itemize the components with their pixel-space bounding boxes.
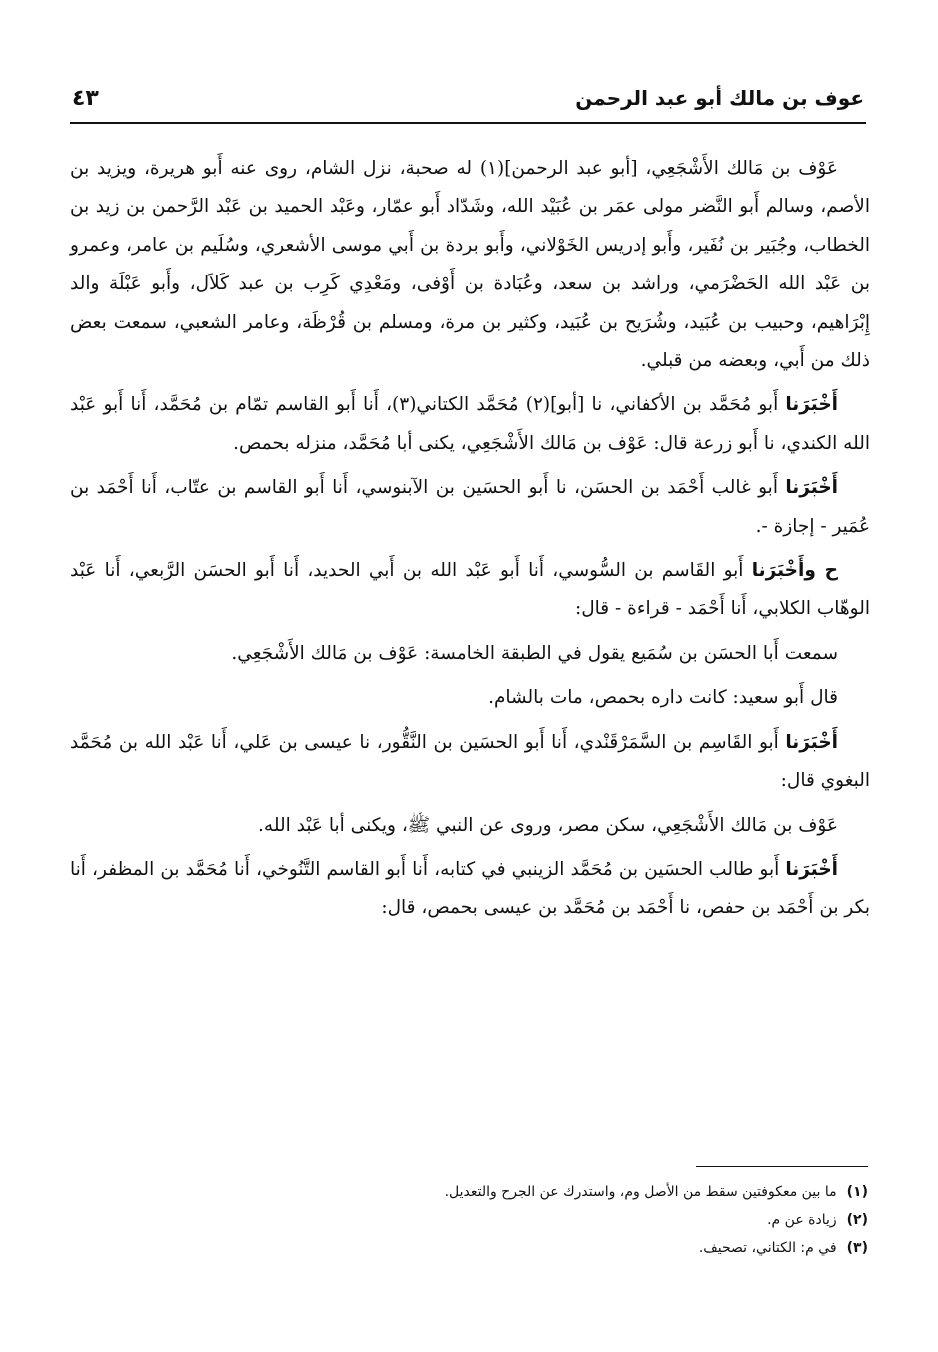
page-number: ٤٣ [72,86,99,111]
paragraph-text: عَوْف بن مَالك الأَشْجَعِي، سكن مصر، وروى عن النبي ﷺ، ويكنى أبا عَبْد الله. [258,814,838,836]
paragraph-lead: أَخْبَرَنا [785,477,838,499]
paragraph [70,635,870,673]
paragraph [70,469,870,546]
paragraph [70,807,870,845]
footnote [200,1234,868,1262]
paragraph-text: عَوْف بن مَالك الأَشْجَعِي، [أبو عبد الرحمن](١) له صحبة، نزل الشام، روى عنه أَبو هريرة، ويزيد بن الأصم، وسالم أَبو النَّضر مولى عمَر بن عُبَيْد الله، وشَدّاد أَبو عمّار، وعَبْد الحميد بن عَبْد الرَّحمن بن زيد بن الخطاب، وجُبَير بن نُفَير، وأَبو إدريس الخَوْلاني، وأَبو بردة بن أَبي موسى الأشعري، وسُلَيم بن عامر، وعمرو بن عَبْد الله الحَضْرَمي، وراشد بن سعد، وعُبَادة بن أَوْفى، ومَعْدِي كَرِب بن عبد كَلاَل، وأَبو عَبْلَة والد إِبْرَاهيم، وحبيب بن عُبَيد، وشُرَيح بن عُبَيد، وكثير بن مرة، ومسلم بن قُرْظَة، وعامر الشعبي، سمعت بعض ذلك من أَبي، وبعضه من قبلي. [70,158,870,372]
running-header [72,86,864,120]
paragraph-lead: أَخْبَرَنا [785,394,838,416]
footnote [200,1206,868,1234]
main-text [70,150,870,934]
footnote [200,1178,868,1206]
paragraph [70,724,870,801]
paragraph-text: أَبو القَاسم بن السُّوسي، أَنا أَبو عَبْد الله بن أَبي الحديد، أَنا أَبو الحسَن الرَّبعي، أَنا عَبْد الوهّاب الكلابي، أَنا أَحْمَد - قراءة - قال: [70,560,870,620]
paragraph-text: أَبو مُحَمَّد بن الأكفاني، نا [أبو](٢) مُحَمَّد الكتاني(٣)، أَنا أَبو القاسم تمّام بن مُحَمَّد، أَنا أَبو عَبْد الله الكندي، نا أَبو زرعة قال: عَوْف بن مَالك الأَشْجَعِي، يكنى أبا مُحَمَّد، منزله بحمص. [70,394,870,454]
paragraph [70,552,870,629]
footnote-rule [696,1166,868,1167]
paragraph-lead: أَخْبَرَنا [785,731,838,753]
paragraph-text: أَبو طالب الحسَين بن مُحَمَّد الزينبي في كتابه، أَنا أَبو القاسم التَّنُوخي، أَنا مُحَمَّد بن المظفر، أَنا بكر بن أَحْمَد بن حفص، نا أَحْمَد بن مُحَمَّد بن عيسى بحمص، قال: [70,858,870,919]
footnotes [200,1178,868,1262]
header-rule [70,122,866,124]
footnote-number: (٣) [846,1240,868,1256]
paragraph-text: قال أَبو سعيد: كانت داره بحمص، مات بالشام. [488,687,838,709]
paragraph-text: أَبو القَاسِم بن السَّمَرْقَنْدي، أَنا أَبو الحسَين بن النَّقُّور، نا عيسى بن عَلي، أَنا عَبْد الله بن مُحَمَّد البغوي قال: [70,731,870,792]
paragraph [70,851,870,928]
running-title: عوف بن مالك أبو عبد الرحمن [575,86,864,110]
paragraph [70,679,870,717]
paragraph-text: سمعت أَبا الحسَن بن سُمَيع يقول في الطبقة الخامسة: عَوْف بن مَالك الأَشْجَعِي. [231,642,838,664]
footnote-text: زيادة عن م. [767,1212,837,1228]
paragraph [70,150,870,380]
paragraph-lead: ح وأَخْبَرَنا [751,560,838,582]
footnote-text: ما بين معكوفتين سقط من الأصل وم، واستدرك عن الجرح والتعديل. [444,1184,837,1200]
paragraph-lead: أَخْبَرَنا [785,858,838,880]
footnote-number: (٢) [846,1212,868,1228]
paragraph [70,386,870,463]
paragraph-text: أَبو غالب أَحْمَد بن الحسَن، نا أَبو الحسَين بن الآبنوسي، أَنا أَبو القاسم بن عتّاب، أَنا أَحْمَد بن عُمَير - إجازة -. [70,477,870,537]
footnote-text: في م: الكتاني، تصحيف. [698,1240,837,1256]
footnote-number: (١) [846,1184,868,1200]
